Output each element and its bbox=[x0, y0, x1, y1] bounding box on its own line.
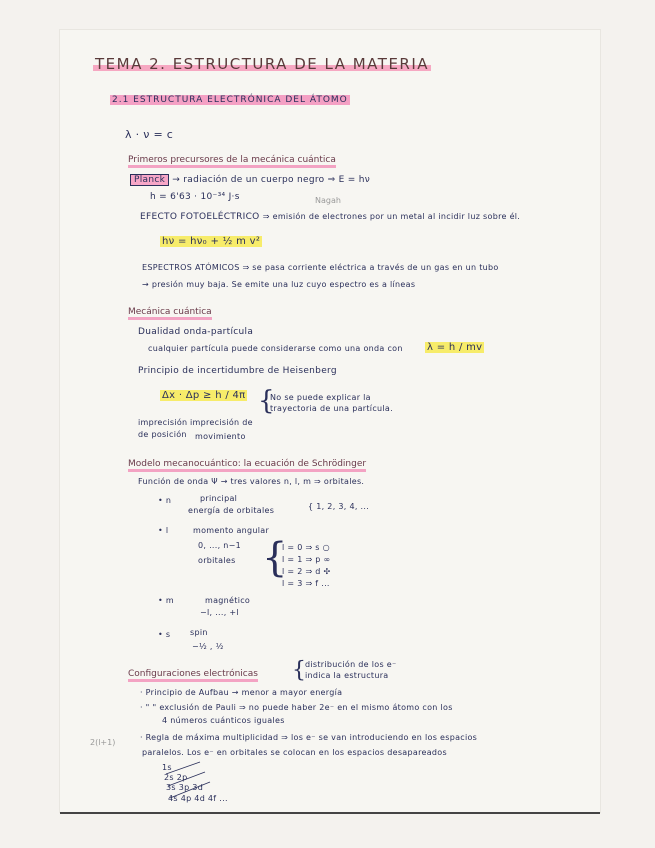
heisenberg-sub1a: imprecisión bbox=[138, 418, 188, 427]
l-momento: momento angular bbox=[193, 526, 270, 535]
s-label: • s bbox=[158, 630, 171, 639]
section-configuraciones: Configuraciones electrónicas bbox=[128, 669, 258, 682]
config-seq4: 4s 4p 4d 4f ... bbox=[168, 794, 228, 803]
fotoelectrico-label: EFECTO FOTOELÉCTRICO bbox=[140, 212, 260, 222]
dualidad-formula: λ = h / mv bbox=[427, 342, 483, 353]
l-label: • l bbox=[158, 526, 169, 535]
formula-wave: λ · ν = c bbox=[125, 128, 174, 141]
config-seq2: 2s 2p bbox=[164, 773, 188, 782]
onda-line: Función de onda Ψ → tres valores n, l, m ⇒ orbitales. bbox=[138, 477, 365, 486]
heisenberg-formula: Δx · Δp ≥ h / 4π bbox=[162, 390, 246, 401]
heisenberg-sub1b: de posición bbox=[138, 430, 187, 439]
fotoelectrico-formula: hν = hν₀ + ½ m v² bbox=[162, 236, 261, 247]
planck-label: Planck bbox=[130, 174, 169, 186]
heisenberg-sub2a: imprecisión de bbox=[190, 418, 253, 427]
dualidad-label: Dualidad onda-partícula bbox=[138, 327, 254, 337]
config-brace1: distribución de los e⁻ bbox=[305, 660, 397, 669]
section-mecanica: Mecánica cuántica bbox=[128, 307, 212, 320]
planck-text: → radiación de un cuerpo negro ⇒ E = hν bbox=[172, 175, 371, 185]
config-brace2: indica la estructura bbox=[305, 671, 389, 680]
heisenberg-note2: trayectoria de una partícula. bbox=[270, 404, 393, 413]
n-values: { 1, 2, 3, 4, ... bbox=[308, 502, 370, 511]
m-magnetico: magnético bbox=[205, 596, 251, 605]
page-edge bbox=[60, 812, 600, 814]
heisenberg-label: Principio de incertidumbre de Heisenberg bbox=[138, 366, 337, 376]
s-spin: spin bbox=[190, 628, 208, 637]
subtitle: 2.1 ESTRUCTURA ELECTRÓNICA DEL ÁTOMO bbox=[112, 95, 348, 105]
section-modelo: Modelo mecanocuántico: la ecuación de Schrödinger bbox=[128, 459, 366, 472]
planck-note: Nagah bbox=[315, 196, 341, 205]
m-range: −l, ..., +l bbox=[200, 608, 239, 617]
l-range: 0, ..., n−1 bbox=[198, 541, 242, 550]
espectros-line1: ESPECTROS ATÓMICOS ⇒ se pasa corriente eléctrica a través de un gas en un tubo bbox=[142, 263, 499, 272]
n-principal: principal bbox=[200, 494, 238, 503]
config-pauli-b: 4 números cuánticos iguales bbox=[162, 716, 285, 725]
n-energia: energía de orbitales bbox=[188, 506, 275, 515]
margin-note: 2(l+1) bbox=[90, 738, 116, 747]
page-title: TEMA 2. ESTRUCTURA DE LA MATERIA bbox=[95, 55, 430, 73]
planck-constant: h = 6'63 · 10⁻³⁴ J·s bbox=[150, 192, 240, 202]
heisenberg-sub2b: movimiento bbox=[195, 432, 246, 441]
config-seq3: 3s 3p 3d bbox=[166, 783, 204, 792]
l-value-f: l = 3 ⇒ f ... bbox=[282, 579, 330, 588]
heisenberg-brace: { bbox=[258, 386, 275, 416]
l-value-s: l = 0 ⇒ s ○ bbox=[282, 543, 330, 552]
l-value-d: l = 2 ⇒ d ✣ bbox=[282, 567, 331, 576]
l-orbitales: orbitales bbox=[198, 556, 236, 565]
config-hund-a: · Regla de máxima multiplicidad ⇒ los e⁻ se van introduciendo en los espacios bbox=[140, 733, 478, 742]
section-primeros: Primeros precursores de la mecánica cuántica bbox=[128, 155, 336, 168]
config-brace: { bbox=[292, 658, 306, 683]
l-brace: { bbox=[262, 535, 288, 581]
l-value-p: l = 1 ⇒ p ∞ bbox=[282, 555, 331, 564]
config-aufbau: · Principio de Aufbau → menor a mayor energía bbox=[140, 688, 343, 697]
config-hund-b: paralelos. Los e⁻ en orbitales se colocan en los espacios desapareados bbox=[142, 748, 447, 757]
espectros-line2: → presión muy baja. Se emite una luz cuyo espectro es a líneas bbox=[142, 280, 416, 289]
s-values: −½ , ½ bbox=[192, 642, 224, 651]
config-seq1: 1s bbox=[162, 763, 172, 772]
diagonal-arrows bbox=[160, 760, 220, 805]
dualidad-text: cualquier partícula puede considerarse como una onda con bbox=[148, 344, 403, 353]
fotoelectrico-text: ⇒ emisión de electrones por un metal al incidir luz sobre él. bbox=[262, 212, 521, 221]
n-label: • n bbox=[158, 496, 172, 505]
config-pauli-a: · " " exclusión de Pauli ⇒ no puede haber 2e⁻ en el mismo átomo con los bbox=[140, 703, 453, 712]
heisenberg-note1: No se puede explicar la bbox=[270, 393, 371, 402]
m-label: • m bbox=[158, 596, 174, 605]
